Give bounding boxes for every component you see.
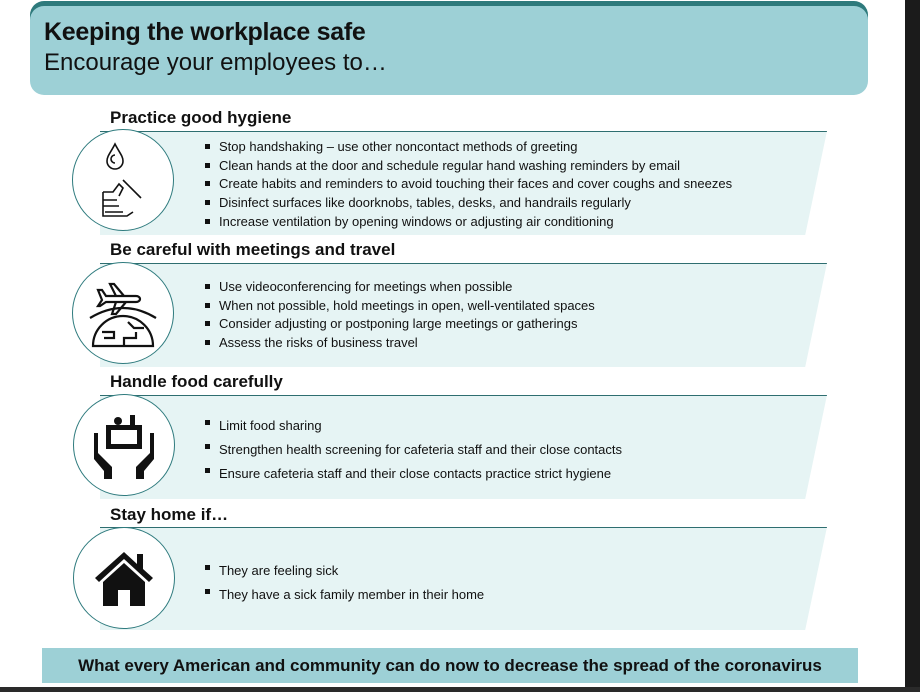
list-item: Create habits and reminders to avoid touching their faces and cover coughs and sneezes <box>205 175 732 194</box>
house-icon <box>73 527 175 629</box>
hygiene-list <box>205 138 732 232</box>
header-banner <box>30 6 868 95</box>
list-item: Consider adjusting or postponing large meetings or gatherings <box>205 315 595 334</box>
section-title-stay-home: Stay home if… <box>110 505 229 524</box>
page-title: Keeping the workplace safe <box>44 18 366 46</box>
list-item: Ensure cafeteria staff and their close contacts practice strict hygiene <box>205 462 622 486</box>
section-title-hygiene: Practice good hygiene <box>110 108 292 127</box>
window-edge <box>905 0 920 692</box>
list-item: They are feeling sick <box>205 559 484 583</box>
food-list <box>205 414 622 486</box>
list-item: Use videoconferencing for meetings when possible <box>205 278 595 297</box>
list-item: Disinfect surfaces like doorknobs, tables, desks, and handrails regularly <box>205 194 732 213</box>
list-item: Increase ventilation by opening windows or adjusting air conditioning <box>205 213 732 232</box>
window-edge-bottom <box>0 687 920 692</box>
list-item: When not possible, hold meetings in open, well-ventilated spaces <box>205 297 595 316</box>
page-subtitle: Encourage your employees to… <box>44 49 387 76</box>
list-item: Strengthen health screening for cafeteria staff and their close contacts <box>205 438 622 462</box>
list-item: They have a sick family member in their home <box>205 583 484 607</box>
meetings-list <box>205 278 595 353</box>
section-title-food: Handle food carefully <box>110 372 283 391</box>
section-title-meetings: Be careful with meetings and travel <box>110 240 396 259</box>
hand-washing-icon <box>72 129 174 231</box>
list-item: Clean hands at the door and schedule regular hand washing reminders by email <box>205 157 732 176</box>
footer-banner: What every American and community can do now to decrease the spread of the coronavirus <box>42 648 858 683</box>
list-item: Assess the risks of business travel <box>205 334 595 353</box>
hands-food-box-icon <box>73 394 175 496</box>
list-item: Stop handshaking – use other noncontact methods of greeting <box>205 138 732 157</box>
list-item: Limit food sharing <box>205 414 622 438</box>
stay-home-list <box>205 559 484 607</box>
airplane-globe-icon <box>72 262 174 364</box>
